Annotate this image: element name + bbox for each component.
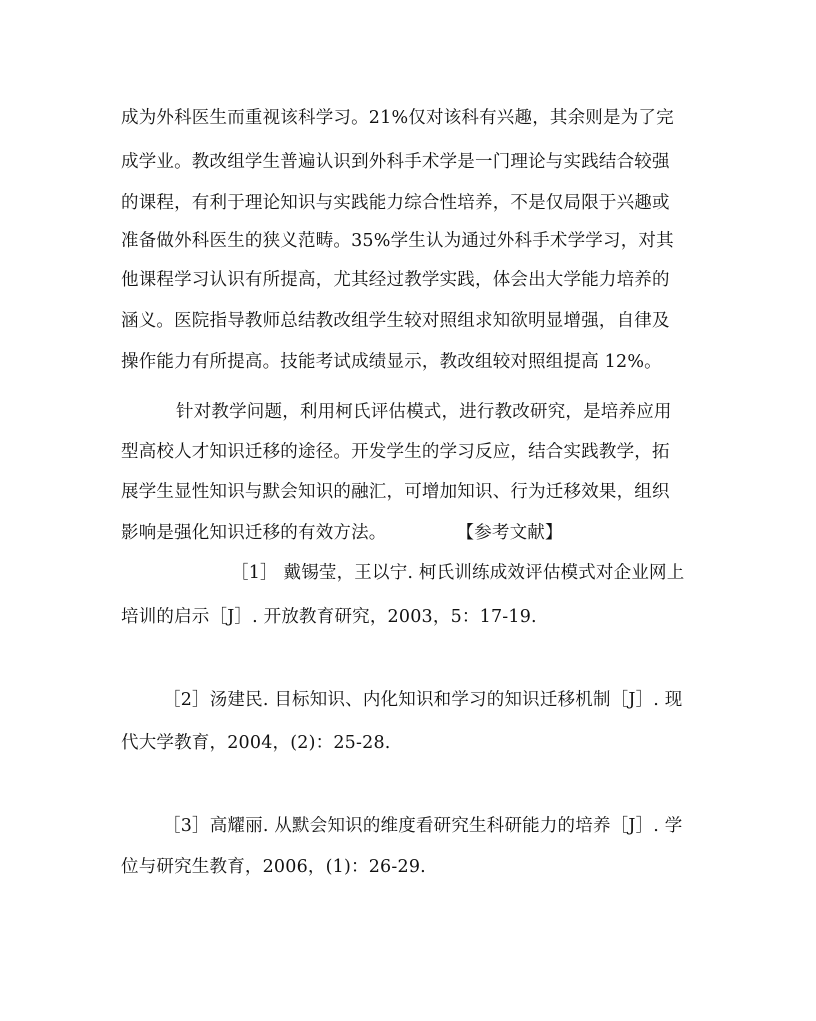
reference-line: ［1］ 戴锡莹，王以宁. 柯氏训练成效评估模式对企业网上 [231, 563, 685, 583]
paragraph-line: 涵义。医院指导教师总结教改组学生较对照组求知欲明显增强，自律及 [121, 311, 670, 331]
paragraph-line: 展学生显性知识与默会知识的融汇，可增加知识、行为迁移效果，组织 [121, 482, 670, 502]
paragraph-line: 成为外科医生而重视该科学习。21%仅对该科有兴趣，其余则是为了完 [121, 108, 674, 128]
reference-line: 培训的启示［J］. 开放教育研究，2003，5：17-19. [121, 607, 537, 627]
paragraph-line: 准备做外科医生的狭义范畴。35%学生认为通过外科手术学学习，对其 [121, 231, 674, 251]
reference-line: ［3］高耀丽. 从默会知识的维度看研究生科研能力的培养［J］. 学 [163, 816, 683, 836]
paragraph-line: 成学业。教改组学生普遍认识到外科手术学是一门理论与实践结合较强 [121, 152, 670, 172]
paragraph-text: 影响是强化知识迁移的有效方法。 [121, 523, 387, 543]
paragraph-line: 的课程，有利于理论知识与实践能力综合性培养，不是仅局限于兴趣或 [121, 193, 670, 213]
paragraph-line [121, 522, 563, 544]
references-heading: 【参考文献】 [456, 523, 563, 543]
paragraph-line: 他课程学习认识有所提高，尤其经过教学实践，体会出大学能力培养的 [121, 270, 670, 290]
reference-line: ［2］汤建民. 目标知识、内化知识和学习的知识迁移机制［J］. 现 [163, 690, 683, 710]
reference-line: 位与研究生教育，2006，(1)：26-29. [121, 857, 426, 877]
paragraph-line: 型高校人才知识迁移的途径。开发学生的学习反应，结合实践教学，拓 [121, 442, 670, 462]
reference-line: 代大学教育，2004，(2)：25-28. [121, 733, 391, 753]
paragraph-line: 操作能力有所提高。技能考试成绩显示，教改组较对照组提高 12%。 [121, 352, 662, 372]
paragraph-line: 针对教学问题，利用柯氏评估模式，进行教改研究，是培养应用 [176, 402, 672, 422]
